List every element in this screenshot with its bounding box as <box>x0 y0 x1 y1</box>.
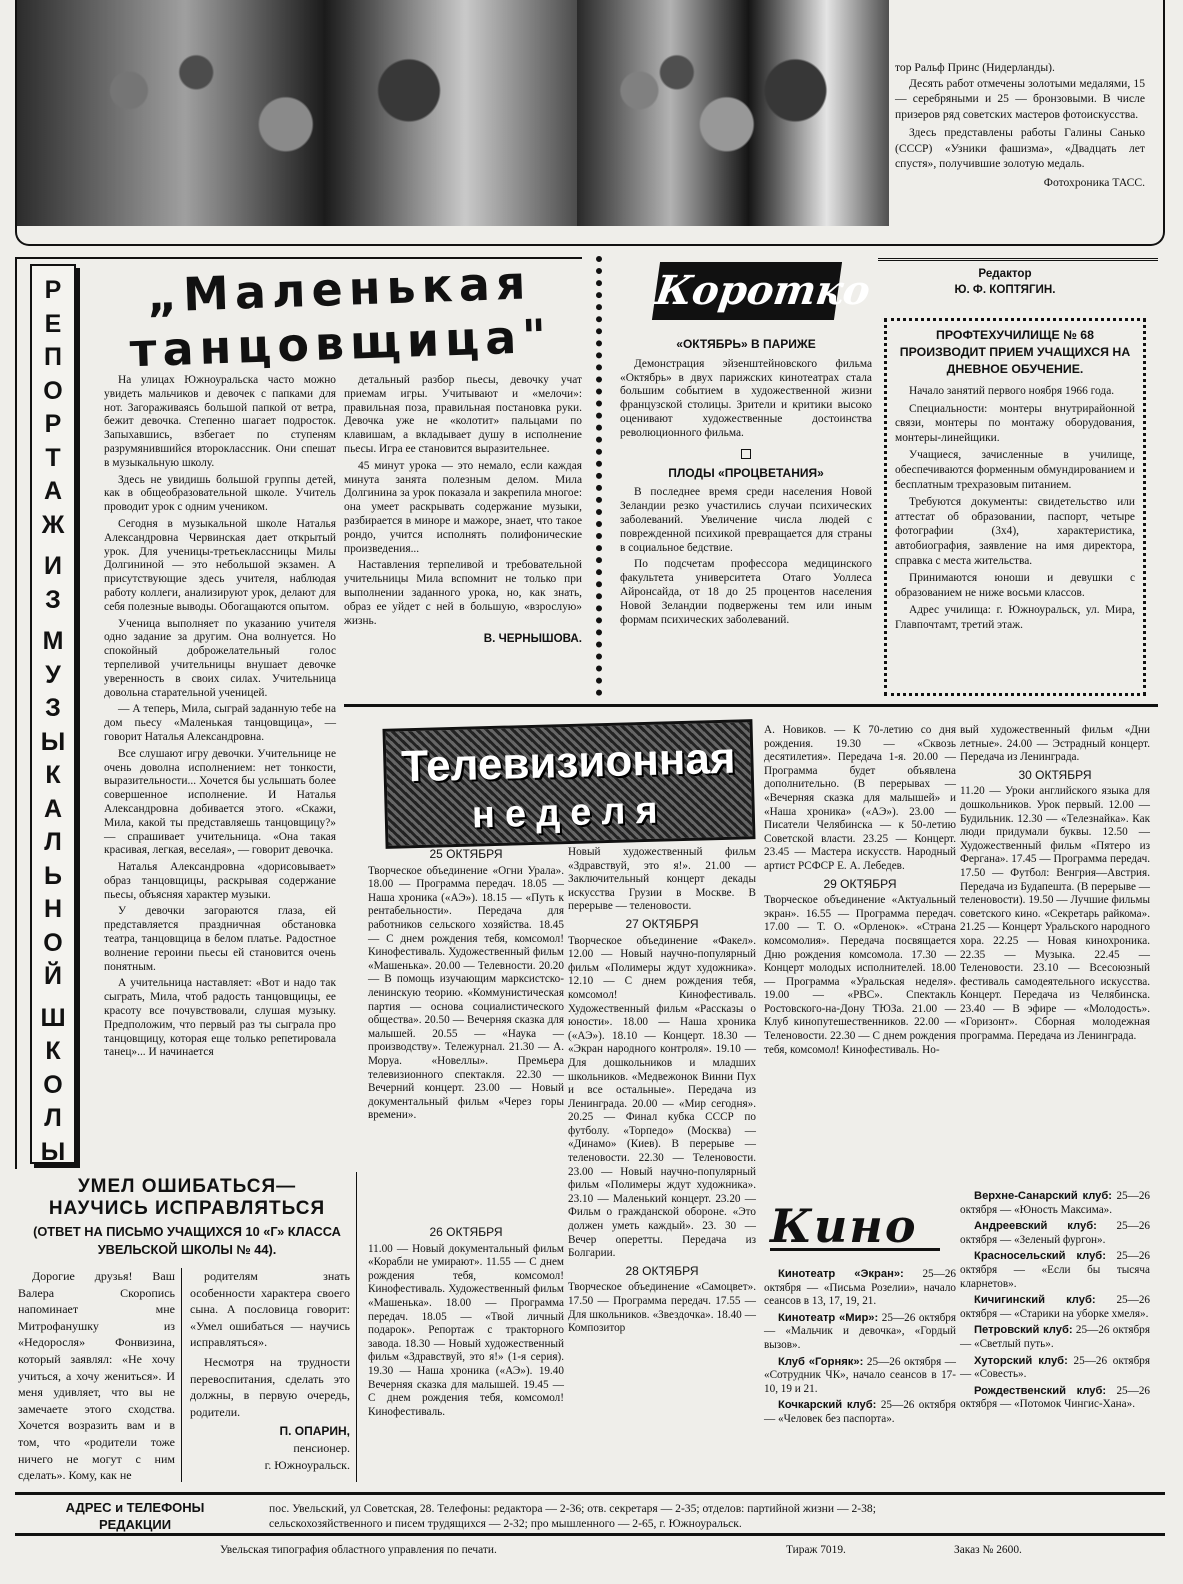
ad-paragraph: Принимаются юноши и девушки с образованием не ниже восьми классов. <box>895 572 1135 599</box>
vertical-letter <box>32 994 74 1002</box>
tv-section-rule <box>344 704 1158 707</box>
photo-prisoners-of-fascism <box>17 0 577 226</box>
letter-column-1 <box>18 1268 182 1482</box>
vertical-letter: У <box>45 660 61 689</box>
vertical-letter: П <box>44 343 62 371</box>
venue-text: 25—26 октября — «Светлый путь». <box>960 1324 1150 1350</box>
venue-text: 25—26 октября — «Если бы тысяча кларнетов». <box>960 1250 1151 1290</box>
article-paragraph: А учительница наставляет: «Вот и надо так сыграть, Мила, чтоб радость танцовщицы, ее красоту все почувствовали, слушая музыку. Предположим, что первый раз ты сыграла про танцовщицу, которая еще только репетировала танец»... И начинается <box>104 977 336 1059</box>
venue-text: 25—26 октября — «Юность Максима». <box>960 1190 1151 1216</box>
tv-logo-line1: Телевизионная <box>400 733 737 792</box>
reportage-column-1 <box>104 374 336 1169</box>
vertical-letter: З <box>45 694 61 722</box>
venue-text: 25—26 октября — «Мальчик и девочка», «Гордый вызов». <box>764 1311 957 1351</box>
korotko-logo <box>652 262 874 320</box>
reportage-vertical-label <box>30 264 76 1164</box>
vertical-letter: М <box>42 627 64 655</box>
square-icon <box>741 449 751 459</box>
vertical-letter: Ы <box>40 1137 66 1166</box>
photo-caption <box>895 60 1145 236</box>
vertical-letter: Ы <box>40 727 66 756</box>
korotko-column <box>620 338 872 696</box>
venue-name: Хуторский клуб: <box>974 1354 1068 1367</box>
venue-name: Кинотеатр «Мир»: <box>778 1311 879 1324</box>
tv-schedule: Творческое объединение «Огни Урала». 18.00 — Программа передач. 18.05 — Наша хроника («АЭ»). 18.15 — «Путь к рентабельности». Передача для работников сельского хозяйства. 18.45 — С днем рождения тебя, комсомол! Кинофестиваль. Художественный фильм «Машенька». 20.00 — Телевности. 20.20 — В помощь изучающим марксистско-ленинскую теорию. «Коммунистическая партия — основа социалистического общества». 20.50 — Вечерняя сказка для малышей. 20.55 — «Наука — производству». Тележурнал. 21.30 — А. Моруа. «Новеллы». Премьера телевизионного спектакля. 22.30 — Вечерний концерт. 23.00 — Новый документальный фильм «Через горы времени». <box>368 864 564 1122</box>
circulation: Тираж 7019. <box>786 1544 846 1556</box>
school-ad <box>884 318 1146 696</box>
venue-name: Кичигинский клуб: <box>974 1294 1096 1307</box>
korotko-paragraph: В последнее время среди населения Новой Зеландии резко участились случаи психических заболеваний. Увеличение числа людей с поврежденной психикой превращается для страны в социальное бедствие. <box>620 486 872 554</box>
letter-signature: П. ОПАРИН, <box>279 1424 350 1439</box>
editor-rule <box>878 258 1158 261</box>
korotko-paragraph: Демонстрация эйзенштейновского фильма «Октябрь» в двух парижских кинотеатрах стала большим событием в художественной жизни французской столицы. Зрители и критики высоко оценивают художественные достоинства революционного фильма. <box>620 357 872 439</box>
vertical-letter: Т <box>45 443 61 472</box>
tv-date: 27 ОКТЯБРЯ <box>625 916 699 931</box>
vertical-letter: Ж <box>41 510 65 539</box>
article-paragraph: У девочки загораются глаза, ей представляется праздничная обстановка театра, танцовщица в белом платье. Радостное волнение героини пьесы ей становится очень понятным. <box>104 905 336 973</box>
tv-schedule: Творческое объединение «Актуальный экран». 16.55 — Программа передач. 17.00 — Т. О. «Орленок». «Страна комсомолия». Передача посвящается Дню рождения комсомола. 17.30 — Концерт молодых исполнителей. 18.00 — Программа «Уральская неделя». 19.00 — «РВС». Спектакль Ростовского-на-Дону ТЮЗа. 21.00 — Клуб кинопутешественников. 22.00 — Теленовости. 22.30 — С днем рождения тебя, комсомол! Кинофестиваль. Но- <box>764 894 956 1056</box>
ad-paragraph: Начало занятий первого ноября 1966 года. <box>909 385 1115 397</box>
venue-text: 25—26 октября — «Совесть». <box>960 1354 1150 1381</box>
vertical-letter: А <box>43 794 63 823</box>
editor-name: Ю. Ф. КОПТЯГИН. <box>954 283 1056 296</box>
venue-text: 25—26 октября — «Старики на уборке хмеля». <box>960 1294 1150 1320</box>
vertical-letter: Н <box>43 895 63 923</box>
venue-name: Красносельский клуб: <box>974 1250 1106 1263</box>
ad-paragraph: Адрес училища: г. Южноуральск, ул. Мира, Главпочтамт, третий этаж. <box>895 604 1135 631</box>
letter-signer-city: г. Южноуральск. <box>264 1457 350 1472</box>
article-paragraph: Все слушают игру девочки. Учительнице не очень доволна исполнением: нет тонкости, выразительности... Хочется бы услышать более совершенное исполнение. И Наталья Александровна добивается этого. «Скажи, Мила, какой ты представляешь танцовщицу?» — спрашивает учительница. «Она такая красивая, легкая, веселая», — говорит девочка. <box>104 747 336 857</box>
letter-title: НАУЧИСЬ ИСПРАВЛЯТЬСЯ <box>48 1198 326 1219</box>
letter-heading <box>18 1176 356 1268</box>
caption-paragraph: Десять работ отмечены золотыми медалями, 15 — серебряными и 25 — бронзовыми. В числе призеров ряд советских мастеров фотоискусства. <box>895 76 1145 121</box>
letter-paragraph: Несмотря на трудности перевоспитания, сделать это должны, в первую очередь, родители. <box>190 1354 350 1419</box>
tv-logo-line2: неделя <box>471 789 669 837</box>
korotko-paragraph: По подсчетам профессора медицинского факультета университета Отаго Уоллеса Айронсайда, от 18 до 25 процентов населения Новой Зеландии подвержены тем или иным формам психических заболеваний. <box>620 558 872 626</box>
tv-column-2 <box>568 846 756 1481</box>
tv-week-logo <box>382 719 755 849</box>
kino-logo <box>770 1196 950 1260</box>
article-paragraph: Наставления терпеливой и требовательной учительницы Мила вспомнит не только при выполнении заданного урока, но, как знать, образ ее уйдет с ней в большую, «взрослую» жизнь. <box>344 559 582 627</box>
tv-schedule: 11.20 — Уроки английского языка для дошкольников. Урок первый. 12.00 — Будильник. 12.30 — «Телезнайка». Как люди придумали буквы. 12.50 — Художественный фильм «Пятеро из Фергана». 17.45 — Программа передач. 17.50 — Футбол: Венгрия—Австрия. Передача из Будапешта. (В перерыве — теленовости). 19.50 — Лучшие фильмы советского кино. «Секретарь райкома». 21.25 — Концерт Уральского народного хора. 22.25 — Новая кинохроника. 22.35 — Музыка. 22.45 — Теленовости. 23.10 — Всесоюзный фестиваль самодеятельного искусства. Концерт. Передача из Челябинска. 23.40 — В эфире — «Молодость». «Горизонт». Сборная молодежная программа. Передача из Ленинграда. <box>960 785 1150 1043</box>
printer-name: Увельская типография областного управления по печати. <box>220 1544 497 1556</box>
vertical-letter: К <box>45 1037 61 1065</box>
venue-text: 25—26 октября — «Человек без паспорта». <box>764 1399 956 1425</box>
ad-title: ПРОФТЕХУЧИЛИЩЕ № 68 ПРОИЗВОДИТ ПРИЕМ УЧАЩИХСЯ НА ДНЕВНОЕ ОБУЧЕНИЕ. <box>899 328 1131 376</box>
footer-address <box>269 1501 1149 1535</box>
vertical-letter: О <box>43 376 63 405</box>
top-photo-frame <box>15 0 1165 246</box>
article-paragraph: Ученица выполняет по указанию учителя одно задание за другим. Она волнуется. Но спокойный доброжелательный голос терпеливой учительницы внушает девочке уверенность в своих силах. Учительница довольна старательной ученицей. <box>104 617 336 699</box>
letter-column-2 <box>190 1268 350 1482</box>
korotko-logo-text: Коротко <box>652 267 874 314</box>
vertical-letter: И <box>44 552 62 580</box>
venue-text: 25—26 октября — «Письма Розелии», начало сеансов в 13, 17, 19, 21. <box>764 1268 957 1308</box>
ad-paragraph: Учащиеся, зачисленные в училище, обеспечиваются форменным обмундированием и бесплатным трехразовым питанием. <box>895 449 1135 491</box>
vertical-letter <box>32 617 74 625</box>
venue-name: Андреевский клуб: <box>974 1220 1097 1233</box>
vertical-letter: Ш <box>40 1003 66 1032</box>
venue-name: Кинотеатр «Экран»: <box>778 1268 904 1280</box>
caption-top-line: тор Ральф Принс (Нидерланды). <box>895 61 1055 74</box>
title-line: танцовщица" <box>128 308 553 378</box>
article-paragraph: Сегодня в музыкальной школе Наталья Александровна Червинская дает открытый урок. Для ученицы-третьеклассницы Милы Долгининой — это небольшой экзамен. А присутствующие здесь учителя, наблюдая работу коллеги, анализируют урок, делают для себя полезные выводы. Обогащаются опытом. <box>104 517 336 613</box>
tv-schedule: Творческое объединение «Самоцвет». 17.50 — Программа передач. 17.55 — Для школьников. «Звездочка». 18.40 — Композитор <box>568 1281 756 1335</box>
venue-name: Рождественский клуб: <box>974 1384 1107 1397</box>
footer-label: АДРЕС и ТЕЛЕФОНЫ РЕДАКЦИИ <box>65 1500 205 1532</box>
tv-date: 30 ОКТЯБРЯ <box>1018 767 1092 782</box>
vertical-letter: О <box>43 1070 63 1099</box>
tv-schedule: Творческое объединение «Факел». 12.00 — Новый научно-популярный фильм «Полимеры ждут художника». 12.10 — С днем рождения тебя, комсомол! Кинофестиваль. Художественный фильм «Рассказы о юности». 18.00 — Наша хроника («АЭ»). 18.10 — Концерт. 18.30 — «Экран народного контроля». 19.10 — Для дошкольников и младших школьников. «Медвежонок Винни Пух и все остальные». Передача из Ленинграда. 20.00 — «Мир сегодня». 20.25 — Финал кубка СССР по футболу. «Торпедо» (Москва) — «Динамо» (Киев). В перерыве — теленовости. 22.30 — Теленовости. 23.00 — Новый научно-популярный фильм «Полимеры ждут художника». 23.10 — Маленький концерт. 23.20 — Фильм о гражданской обороне. «Это должен уметь каждый». 23. 30 — Вечер оперетты. Передача из Болгарии. <box>568 934 756 1260</box>
vertical-letter: Л <box>44 828 62 856</box>
vertical-letter: Ь <box>44 861 62 890</box>
kino-listing <box>960 1355 1150 1382</box>
editor-block <box>880 266 1130 302</box>
article-paragraph: На улицах Южноуральска часто можно увидеть мальчиков и девочек с папками для нот. Загораживаясь большой папкой от ветра, бежит девочка. Степенно шагает подросток. Запыхавшись, взбегает по ступеням разрумянившийся второклассник. Они спешат в музыкальную школу. <box>104 374 336 469</box>
tv-date: 25 ОКТЯБРЯ <box>429 847 503 861</box>
letter-title: УМЕЛ ОШИБАТЬСЯ— <box>77 1176 297 1197</box>
kino-logo-text: Кино <box>770 1199 918 1253</box>
column-divider-dotted <box>596 256 602 696</box>
article-paragraph: Здесь не увидишь большой группы детей, как в общеобразовательной школе. Учитель проводит урок с одним учеником. <box>104 473 336 514</box>
tv-schedule: вый художественный фильм «Дни летные». 24.00 — Эстрадный концерт. Передача из Ленинграда. <box>960 724 1150 764</box>
kino-listing <box>960 1220 1150 1247</box>
vertical-letter: Л <box>44 1104 62 1132</box>
photo-twenty-years-later <box>577 0 889 226</box>
letter-paragraph: родителям знать особенности характера своего сына. А пословица говорит: «Умел ошибаться — научись исправляться». <box>190 1269 350 1350</box>
kino-listing <box>960 1190 1150 1217</box>
footer-box <box>15 1492 1165 1536</box>
vertical-letter <box>32 542 74 550</box>
tv-column-3 <box>764 724 956 1164</box>
venue-name: Петровский клуб: <box>974 1324 1073 1337</box>
venue-text: 25—26 октября — «Потомок Чингис-Хана». <box>960 1384 1151 1411</box>
letter-divider <box>356 1172 357 1482</box>
tv-schedule: Новый художественный фильм «Здравствуй, это я!». 21.00 — Заключительный концерт декады искусства Грузии в Москве. В перерыве — теленовости. <box>568 846 756 913</box>
article-paragraph: 45 минут урока — это немало, если каждая минута занята полезным делом. Мила Долгинина за урок показала и закрепила многое: она умеет раскрывать содержание музыки, разбирается в миноре и мажоре, знает, что такое рондо, учится исполнять полифонические произведения... <box>344 459 582 555</box>
editor-label: Редактор <box>978 267 1032 280</box>
footer-line: пос. Увельский, ул Советская, 28. Телефоны: редактора — 2-36; отв. секретаря — 2-35; отделов: партийной жизни — 2-38; <box>269 1502 876 1515</box>
kino-left-list <box>764 1268 956 1484</box>
reportage-title <box>108 254 572 380</box>
vertical-letter: Р <box>44 276 62 304</box>
tv-schedule: 11.00 — Новый документальный фильм «Корабли не умирают». 11.55 — С днем рождения тебя, комсомол! Кинофестиваль. Художественный фильм «Машенька». 18.00 — Программа передач. 18.05 — «Твой личный подарок». Репортаж с тракторного завода. 18.30 — Новый художественный фильм «Здравствуй, это я!» (1-я серия). 19.30 — Наша хроника («АЭ»). 19.40 Вечерняя сказка для малышей. 19.45 — С днем рождения тебя, комсомол! Кинофестиваль. <box>368 1242 564 1418</box>
vertical-letter: Р <box>44 410 62 438</box>
footer-line: сельскохозяйственного и писем трудящихся — 2-32; про мышленного — 2-65, г. Южноуральск. <box>269 1517 742 1530</box>
title-line: „Маленькая <box>145 255 533 323</box>
tv-date: 29 ОКТЯБРЯ <box>823 876 897 891</box>
kino-listing <box>764 1356 956 1397</box>
vertical-letter: З <box>45 585 61 614</box>
kino-right-list <box>960 1190 1150 1484</box>
tv-date: 28 ОКТЯБРЯ <box>625 1263 699 1278</box>
article-paragraph: — А теперь, Мила, сыграй заданную тебе на дом пьесу «Маленькая танцовщица», — говорит Наталья Александровна. <box>104 703 336 743</box>
tv-column-4 <box>960 724 1150 1164</box>
venue-name: Верхне-Санарский клуб: <box>974 1190 1113 1202</box>
caption-paragraph: Здесь представлены работы Галины Санько (СССР) «Узники фашизма», «Двадцать лет спустя», получившие золотую медаль. <box>895 126 1145 170</box>
venue-text: 25—26 октября — «Зеленый фургон». <box>960 1220 1150 1246</box>
article-paragraph: детальный разбор пьесы, девочку учат приемам игры. Учитывают и «мелочи»: правильная поза, правильная постановка руки. Девочка уже не «колотит» пальцами по клавишам, а вкладывает душу в исполнение пьесы. Игра ее становится выразительнее. <box>344 374 582 455</box>
kino-listing <box>960 1294 1150 1321</box>
ad-paragraph: Специальности: монтеры внутрирайонной связи, монтеры по монтажу оборудования, монтеры-линейщики. <box>895 402 1135 444</box>
kino-listing <box>960 1385 1150 1412</box>
letter-paragraph: Дорогие друзья! Ваш Валера Скоропись напоминает мне Митрофанушку из «Недоросля» Фонвизина, который заявлял: «Не хочу учиться, а хочу жениться». И меня удивляет, что вы не замечаете этого сходства. Хочется возразить вам и в том, что «родители тоже ничего не могут с ним сделать». Кому, как не <box>18 1269 175 1483</box>
letter-signer-role: пенсионер. <box>293 1440 350 1455</box>
article-paragraph: Наталья Александровна «дорисовывает» образ танцовщицы, раскрывая содержание пьесы, объясняя характер музыки. <box>104 861 336 901</box>
tv-column-1 <box>368 848 564 1166</box>
kino-listing <box>764 1312 956 1353</box>
venue-name: Кочкарский клуб: <box>778 1399 877 1412</box>
kino-listing <box>960 1250 1150 1291</box>
ad-paragraph: Требуются документы: свидетельство или аттестат об образовании, паспорт, четыре фотографии (3х4), характеристика, автобиография, заявление на имя директора, справка с места жительства. <box>895 496 1135 567</box>
kino-listing <box>764 1399 956 1426</box>
tv-column-1b <box>368 1226 564 1481</box>
venue-name: Клуб «Горняк»: <box>778 1355 864 1368</box>
article-signature: В. ЧЕРНЫШОВА. <box>483 632 582 646</box>
vertical-letter: Й <box>44 962 62 990</box>
korotko-heading: ПЛОДЫ «ПРОЦВЕТАНИЯ» <box>668 465 824 480</box>
kino-listing <box>764 1268 956 1309</box>
letter-subtitle: (ОТВЕТ НА ПИСЬМО УЧАЩИХСЯ 10 «Г» КЛАССА УВЕЛЬСКОЙ ШКОЛЫ № 44). <box>33 1224 341 1257</box>
venue-text: 25—26 октября — «Сотрудник ЧК», начало сеансов в 17-10, 19 и 21. <box>764 1355 956 1395</box>
tv-schedule: А. Новиков. — К 70-летию со дня рождения. 19.30 — «Сквозь десятилетия». Передача 1-я. 20.00 — Программа будет объявлена дополнительно. (В перерывах — «Вечерняя сказка для малышей» и «Наша хроника» («АЭ»). 23.00 — Писатели Челябинска — к 50-летию Советской власти. 23.25 — Концерт. 23.45 — Мастера искусств. Народный артист РСФСР Е. А. Лебедев. <box>764 724 956 872</box>
kino-listing <box>960 1324 1150 1351</box>
korotko-heading: «ОКТЯБРЬ» В ПАРИЖЕ <box>676 337 816 351</box>
vertical-letter: А <box>43 477 63 505</box>
photo-credit: Фотохроника ТАСС. <box>1043 175 1145 189</box>
tv-date: 26 ОКТЯБРЯ <box>429 1225 503 1239</box>
vertical-letter: О <box>43 928 63 957</box>
vertical-letter: К <box>45 761 61 789</box>
order-number: Заказ № 2600. <box>954 1544 1022 1556</box>
imprint-line <box>220 1540 1120 1562</box>
vertical-letter: Е <box>44 309 62 338</box>
reportage-column-2 <box>344 374 582 692</box>
